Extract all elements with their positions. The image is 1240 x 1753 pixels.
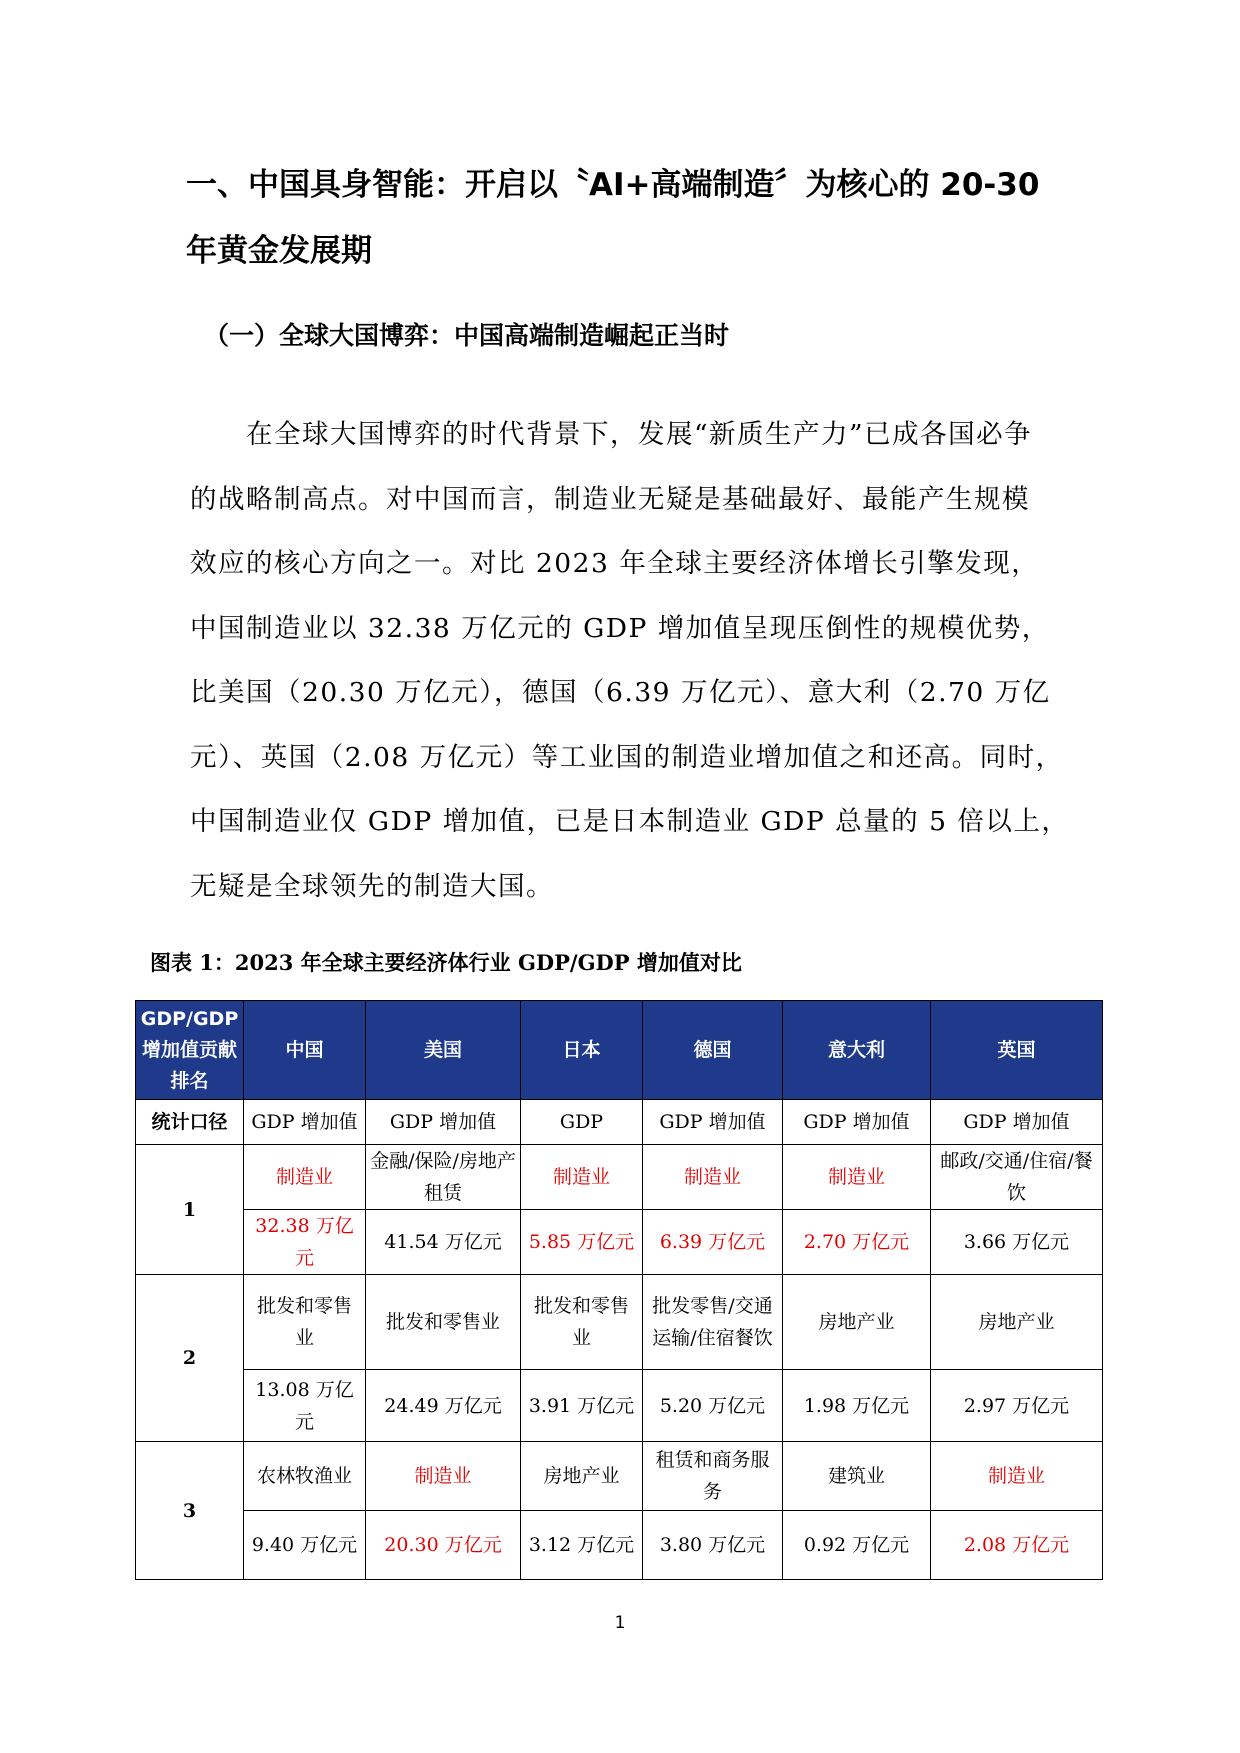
header-japan: 日本 — [521, 1001, 643, 1100]
table-cell: 批发和零售业 — [521, 1275, 643, 1370]
table-cell: 租赁和商务服务 — [643, 1442, 783, 1511]
table-row-rank-3-industry — [136, 1442, 1103, 1511]
table-cell: 邮政/交通/住宿/餐饮 — [931, 1145, 1103, 1210]
table-cell: 32.38 万亿元 — [244, 1210, 366, 1275]
table-cell: 房地产业 — [521, 1442, 643, 1511]
rank-cell: 3 — [136, 1442, 244, 1580]
table-cell: 1.98 万亿元 — [783, 1370, 931, 1442]
table-cell: 2.70 万亿元 — [783, 1210, 931, 1275]
table-row-rank-2-value — [136, 1370, 1103, 1442]
paragraph-line: 中国制造业仅 GDP 增加值，已是日本制造业 GDP 总量的 5 倍以上， — [190, 806, 1070, 837]
table-cell: GDP 增加值 — [366, 1100, 521, 1145]
section-heading-line-2: 年黄金发展期 — [186, 233, 372, 269]
table-cell: 制造业 — [244, 1145, 366, 1210]
table-cell: 批发和零售业 — [366, 1275, 521, 1370]
table-cell: 房地产业 — [783, 1275, 931, 1370]
table-cell: GDP 增加值 — [931, 1100, 1103, 1145]
paragraph-line: 元）、英国（2.08 万亿元）等工业国的制造业增加值之和还高。同时， — [190, 741, 1064, 773]
table-cell: 5.20 万亿元 — [643, 1370, 783, 1442]
table-caption: 图表 1：2023 年全球主要经济体行业 GDP/GDP 增加值对比 — [150, 950, 742, 975]
table-cell: 农林牧渔业 — [244, 1442, 366, 1511]
table-cell: 20.30 万亿元 — [366, 1511, 521, 1580]
table-cell: GDP 增加值 — [783, 1100, 931, 1145]
rank-cell: 1 — [136, 1145, 244, 1275]
table-cell: 制造业 — [521, 1145, 643, 1210]
table-cell: 2.08 万亿元 — [931, 1511, 1103, 1580]
section-heading-line-1: 一、中国具身智能：开启以〝AI+高端制造〞为核心的 20-30 — [186, 167, 1040, 203]
paragraph-line: 中国制造业以 32.38 万亿元的 GDP 增加值呈现压倒性的规模优势， — [190, 612, 1050, 644]
table-cell: 24.49 万亿元 — [366, 1370, 521, 1442]
table-cell: 制造业 — [783, 1145, 931, 1210]
table-row-rank-3-value — [136, 1511, 1103, 1580]
table-cell: 制造业 — [931, 1442, 1103, 1511]
table-cell: GDP — [521, 1100, 643, 1145]
table-cell: 统计口径 — [136, 1100, 244, 1145]
table-row-rank-1-industry — [136, 1145, 1103, 1210]
table-cell: 2.97 万亿元 — [931, 1370, 1103, 1442]
table-cell: 13.08 万亿元 — [244, 1370, 366, 1442]
paragraph-line: 效应的核心方向之一。对比 2023 年全球主要经济体增长引擎发现， — [190, 548, 1040, 579]
table-cell: 6.39 万亿元 — [643, 1210, 783, 1275]
table-cell: 房地产业 — [931, 1275, 1103, 1370]
subsection-heading: （一）全球大国博弈：中国高端制造崛起正当时 — [204, 321, 730, 350]
table-cell: 9.40 万亿元 — [244, 1511, 366, 1580]
table-row-rank-2-industry — [136, 1275, 1103, 1370]
table-cell: 制造业 — [643, 1145, 783, 1210]
table-cell: 0.92 万亿元 — [783, 1511, 931, 1580]
table-cell: 批发零售/交通运输/住宿餐饮 — [643, 1275, 783, 1370]
header-rank: GDP/GDP增加值贡献排名 — [136, 1001, 244, 1100]
table-cell: 41.54 万亿元 — [366, 1210, 521, 1275]
table-cell: 3.91 万亿元 — [521, 1370, 643, 1442]
header-usa: 美国 — [366, 1001, 521, 1100]
header-germany: 德国 — [643, 1001, 783, 1100]
paragraph-line: 比美国（20.30 万亿元），德国（6.39 万亿元）、意大利（2.70 万亿 — [190, 677, 1051, 708]
table-cell: 金融/保险/房地产租赁 — [366, 1145, 521, 1210]
header-uk: 英国 — [931, 1001, 1103, 1100]
table-row-rank-1-value — [136, 1210, 1103, 1275]
header-italy: 意大利 — [783, 1001, 931, 1100]
gdp-comparison-table — [135, 1000, 1103, 1580]
rank-cell: 2 — [136, 1275, 244, 1442]
page-number: 1 — [614, 1613, 626, 1633]
body-paragraph — [190, 403, 1070, 919]
table-cell: 批发和零售业 — [244, 1275, 366, 1370]
table-cell: 3.80 万亿元 — [643, 1511, 783, 1580]
paragraph-line: 的战略制高点。对中国而言，制造业无疑是基础最好、最能产生规模 — [190, 483, 1030, 515]
paragraph-line: 在全球大国博弈的时代背景下，发展“新质生产力”已成各国必争 — [246, 419, 1033, 450]
table-cell: 制造业 — [366, 1442, 521, 1511]
table-cell: GDP 增加值 — [244, 1100, 366, 1145]
table-cell: 5.85 万亿元 — [521, 1210, 643, 1275]
table-row-stat-basis — [136, 1100, 1103, 1145]
section-heading — [186, 152, 1086, 284]
table-cell: GDP 增加值 — [643, 1100, 783, 1145]
paragraph-line: 无疑是全球领先的制造大国。 — [190, 870, 554, 902]
header-china: 中国 — [244, 1001, 366, 1100]
table-cell: 3.12 万亿元 — [521, 1511, 643, 1580]
table-cell: 建筑业 — [783, 1442, 931, 1511]
table-cell: 3.66 万亿元 — [931, 1210, 1103, 1275]
table-header-row — [136, 1001, 1103, 1100]
